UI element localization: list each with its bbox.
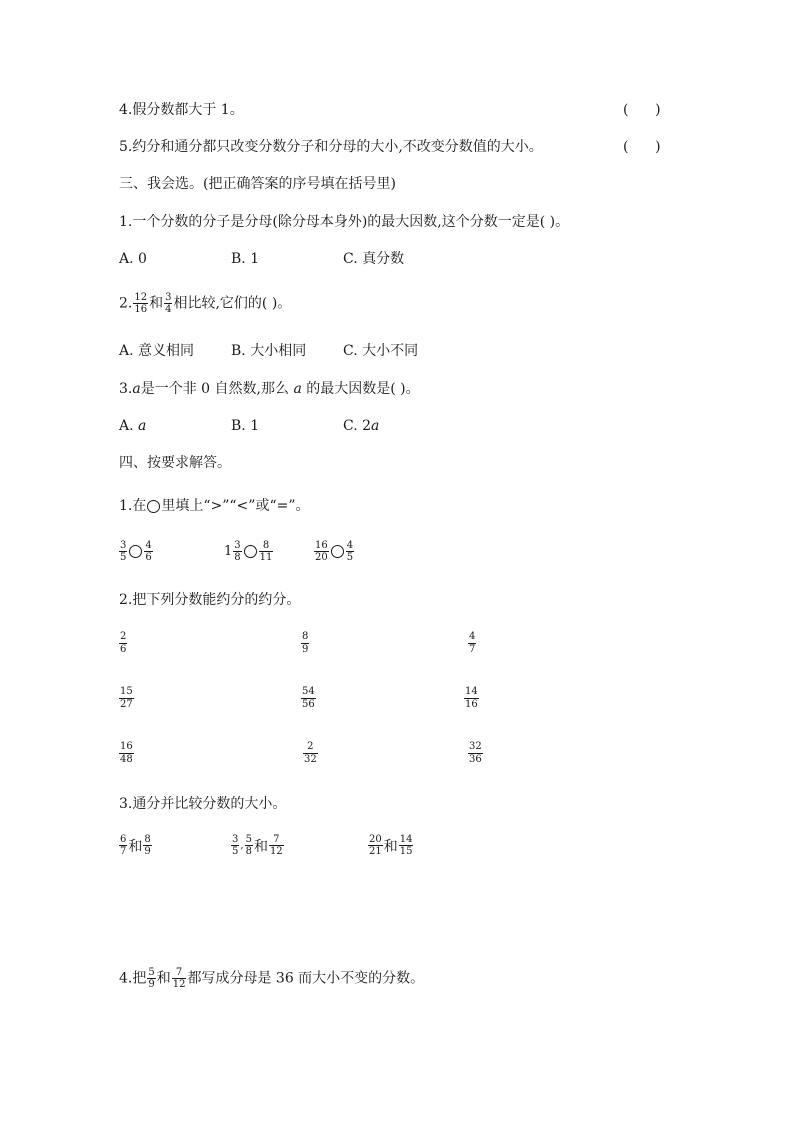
q-number: 2. [119,295,133,312]
whole-number: 1 [224,544,233,559]
numerator: 8 [144,834,151,845]
question-text: 里填上“>”“<”或“=”。 [161,498,310,514]
numerator: 15 [120,686,133,697]
judge-q4: 4.假分数都大于 1。 [119,102,244,118]
fraction [303,741,318,766]
fraction [259,540,274,563]
option-c[interactable] [343,416,379,436]
compare-item [224,540,274,563]
fraction [368,834,383,857]
question-text: 是一个非 0 自然数,那么 [140,381,294,397]
numerator: 14 [465,686,478,697]
denominator: 21 [369,846,382,857]
numerator: 12 [134,292,148,303]
fraction [119,540,127,563]
option-label: C. 2 [343,418,372,434]
denominator: 4 [165,304,172,315]
fraction-pair [367,834,414,857]
denominator: 16 [465,699,478,710]
numerator: 4 [346,540,354,551]
numerator: 2 [307,741,314,752]
numerator: 3 [234,540,241,551]
denominator: 9 [144,846,151,857]
answer-blank[interactable]: ( ) [623,139,661,155]
fraction [346,540,354,563]
option-c[interactable]: C. 大小不同 [343,343,419,359]
option-a[interactable]: A. 0 [119,251,147,267]
numerator: 16 [315,540,328,551]
numerator: 8 [302,631,309,642]
numerator: 14 [399,834,413,845]
compare-circle[interactable] [129,545,142,558]
choice-q3 [119,379,420,399]
question-text: 4.把 [119,970,147,987]
fraction [119,834,127,857]
fraction [464,686,479,711]
fraction [314,540,329,563]
conjunction: 和 [253,838,268,855]
numerator: 8 [262,540,270,551]
numerator: 4 [145,540,152,551]
denominator: 6 [120,644,127,655]
numerator: 5 [245,834,252,845]
denominator: 12 [269,846,283,857]
fraction [231,834,239,857]
fraction [143,834,151,857]
rewrite-q4 [119,967,424,990]
option-b[interactable]: B. 大小相同 [231,343,307,359]
option-a[interactable]: A. 意义相同 [119,343,195,359]
numerator: 16 [120,741,133,752]
denominator: 15 [399,846,413,857]
option-b[interactable]: B. 1 [231,251,260,267]
option-c[interactable]: C. 真分数 [343,251,405,267]
denominator: 7 [120,846,127,857]
variable: a [371,418,380,434]
denominator: 27 [120,699,133,710]
numerator: 3 [232,834,239,845]
denominator: 12 [172,979,186,990]
denominator: 11 [259,552,273,563]
compare-item [118,540,154,563]
question-text: 的最大因数是( )。 [301,381,420,397]
numerator: 7 [175,967,183,978]
numerator: 4 [469,631,476,642]
denominator: 8 [234,552,241,563]
judge-q5: 5.约分和通分都只改变分数分子和分母的大小,不改变分数值的大小。 [119,139,543,155]
fraction [144,540,152,563]
choice-q1: 1.一个分数的分子是分母(除分母本身外)的最大因数,这个分数一定是( )。 [119,214,570,230]
section-title: 三、我会选。(把正确答案的序号填在括号里) [119,176,396,192]
fraction [233,540,241,563]
conjunction: 和 [128,838,143,855]
fraction [133,292,148,315]
fraction [164,292,172,315]
answer-blank[interactable]: ( ) [623,102,661,118]
denominator: 56 [302,699,315,710]
fraction [269,834,284,857]
variable: a [132,381,141,397]
fraction [245,834,253,857]
question-text: 1.在 [119,498,147,514]
fraction [119,631,127,656]
fraction-pair [118,834,153,857]
question-text: 都写成分母是 36 而大小不变的分数。 [187,970,425,987]
compare-circle[interactable] [244,545,257,558]
denominator: 16 [134,304,148,315]
compare-item [313,540,355,563]
numerator: 54 [302,686,315,697]
fraction [468,631,476,656]
denominator: 7 [469,644,476,655]
option-label: A. [119,418,139,434]
numerator: 20 [369,834,382,845]
numerator: 32 [469,741,482,752]
conjunction: 和 [156,970,171,987]
denominator: 32 [304,754,317,765]
fraction-group [230,834,285,857]
numerator: 3 [165,292,172,303]
choice-q2 [119,292,291,315]
denominator: 9 [148,979,155,990]
compare-q1 [119,496,310,516]
fraction [119,741,134,766]
denominator: 9 [302,644,309,655]
fraction [172,967,187,990]
denominator: 48 [120,754,133,765]
option-a[interactable] [119,416,146,436]
denominator: 8 [245,846,252,857]
conjunction: 和 [149,295,164,312]
common-denominator-q3-title: 3.通分并比较分数的大小。 [119,796,287,812]
denominator: 5 [346,552,354,563]
denominator: 5 [232,846,239,857]
fraction [301,686,316,711]
denominator: 36 [469,754,482,765]
compare-circle[interactable] [331,545,344,558]
numerator: 7 [273,834,280,845]
numerator: 3 [120,540,127,551]
question-text: 相比较,它们的( )。 [173,295,292,312]
separator: , [240,840,244,851]
numerator: 5 [148,967,155,978]
option-b[interactable]: B. 1 [231,418,260,434]
denominator: 6 [145,552,152,563]
variable: a [138,418,147,434]
denominator: 5 [120,552,127,563]
fraction [468,741,483,766]
fraction [119,686,134,711]
circle-icon [147,500,160,513]
fraction [301,631,309,656]
section-title: 四、按要求解答。 [119,455,231,471]
variable: a [293,381,302,397]
conjunction: 和 [383,838,398,855]
numerator: 2 [120,631,127,642]
q-number: 3. [119,381,133,397]
denominator: 20 [315,552,328,563]
numerator: 6 [120,834,127,845]
fraction [147,967,155,990]
fraction [399,834,414,857]
reduce-q2-title: 2.把下列分数能约分的约分。 [119,592,301,608]
